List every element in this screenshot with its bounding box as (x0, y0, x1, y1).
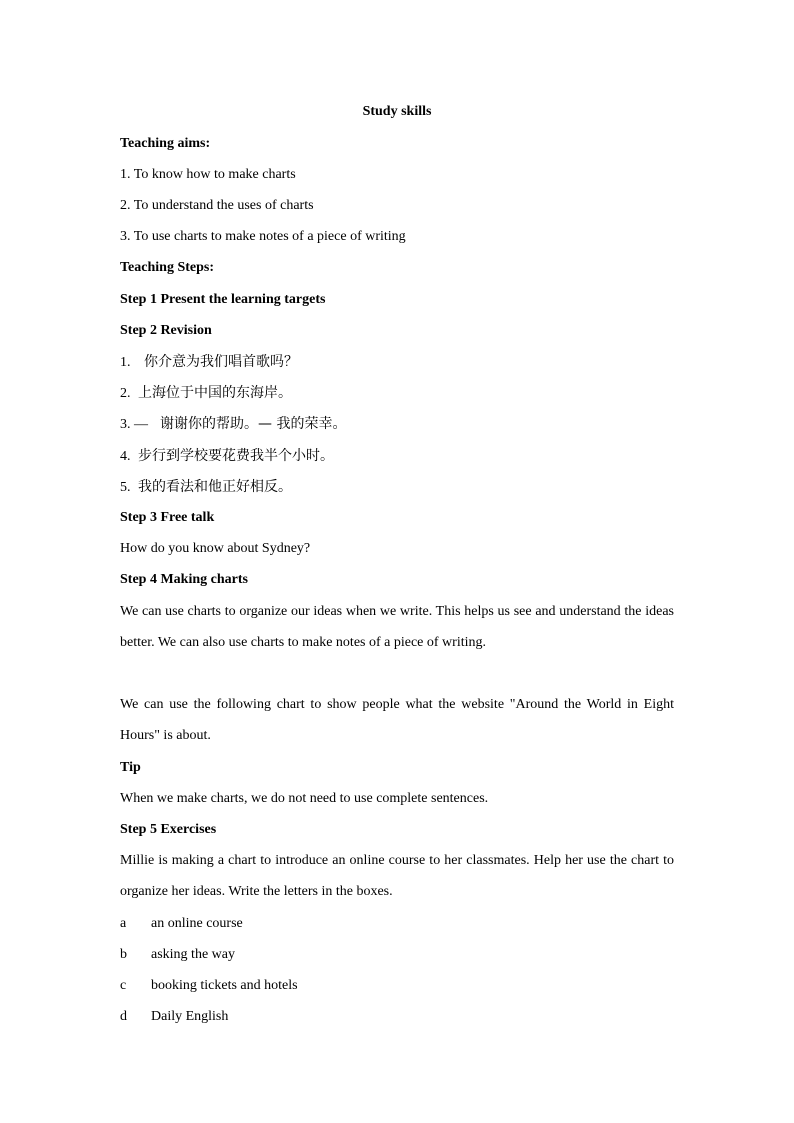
revision-text: 你介意为我们唱首歌吗？ (144, 354, 298, 370)
aim-item: 2. To understand the uses of charts (120, 198, 314, 213)
option-letter: a (120, 916, 127, 931)
free-talk-question: How do you know about Sydney? (120, 541, 311, 556)
option-item (120, 976, 298, 996)
revision-text: 上海位于中国的东海岸。 (138, 385, 292, 401)
step4-heading: Step 4 Making charts (120, 572, 248, 587)
aim-item: 3. To use charts to make notes of a piece of writing (120, 229, 406, 244)
aim-item: 1. To know how to make charts (120, 167, 296, 182)
revision-number: 2. (120, 386, 131, 401)
option-text: an online course (151, 916, 243, 931)
teaching-aims-heading: Teaching aims: (120, 136, 211, 151)
step3-heading: Step 3 Free talk (120, 510, 215, 525)
option-item (120, 914, 243, 934)
tip-heading: Tip (120, 760, 141, 775)
step1-heading: Step 1 Present the learning targets (120, 292, 326, 307)
revision-number: 5. (120, 480, 131, 495)
step2-heading: Step 2 Revision (120, 323, 212, 338)
revision-number: 4. (120, 449, 131, 464)
revision-text: 步行到学校要花费我半个小时。 (138, 448, 334, 464)
website-chart-paragraph: We can use the following chart to show people what the website "Around the World in Eight Hours" is about. (120, 697, 674, 743)
option-text: Daily English (151, 1009, 229, 1024)
teaching-steps-heading: Teaching Steps: (120, 260, 215, 275)
revision-item (120, 352, 298, 373)
option-text: asking the way (151, 947, 235, 962)
making-charts-paragraph: We can use charts to organize our ideas when we write. This helps us see and understand the ideas better. We can also use charts to make notes of a piece of writing. (120, 604, 674, 650)
option-letter: b (120, 947, 127, 962)
option-text: booking tickets and hotels (151, 978, 298, 993)
option-item (120, 945, 235, 965)
tip-text: When we make charts, we do not need to use complete sentences. (120, 791, 489, 806)
revision-item (120, 414, 346, 435)
revision-text: 我的看法和他正好相反。 (138, 479, 292, 495)
option-letter: d (120, 1009, 127, 1024)
option-item (120, 1007, 228, 1027)
exercise-paragraph: Millie is making a chart to introduce an online course to her classmates. Help her use the chart to organize her ideas. Write the letters in the boxes. (120, 853, 674, 899)
revision-text: 谢谢你的帮助。— 我的荣幸。 (160, 416, 347, 432)
revision-item (120, 383, 292, 404)
revision-item (120, 477, 292, 498)
step5-heading: Step 5 Exercises (120, 822, 217, 837)
revision-number: 1. (120, 355, 131, 370)
document-title: Study skills (362, 104, 432, 119)
revision-item (120, 446, 334, 467)
revision-number: 3. — (120, 417, 148, 432)
option-letter: c (120, 978, 127, 993)
